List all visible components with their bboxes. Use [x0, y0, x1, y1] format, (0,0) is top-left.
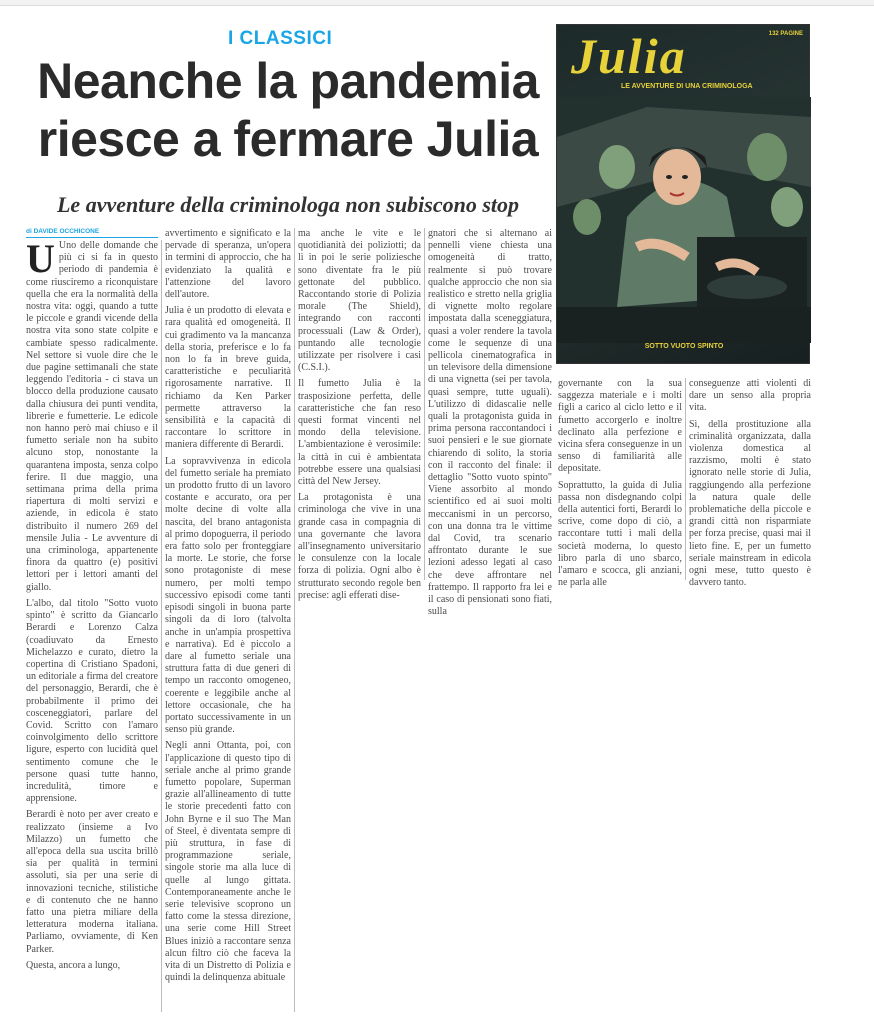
- paragraph: La protagonista è una criminologa che vive in una grande casa in compagnia di una governante che lavora all'insegnamento universitario le consulenze con la locale forza di polizia. Ogni albo è strutturato secondo regole ben precise: agli efferati dise-: [298, 492, 421, 601]
- article-column-4: [428, 228, 552, 618]
- paragraph: governante con la sua saggezza materiale e i molti figli a carico al ciclo letto e il fumetto accorgerlo e inoltre declinato alla perfezione e vicina sfera conseguenze in un senso di familiarità alle depositate.: [558, 378, 682, 475]
- cover-illustration: [557, 97, 811, 343]
- paragraph: avvertimento e significato e la pervade di speranza, un'opera in termini di approccio, che ha evidenziato la qualità e l'attenzione del lavoro dell'autore.: [165, 228, 291, 301]
- column-divider: [294, 228, 295, 1012]
- paragraph: La sopravvivenza in edicola del fumetto seriale ha premiato un prodotto frutto di un lavoro costante e accurato, ora per molte decine di volte alla nascita, del brano antagonista al primo dopoguerra, il periodo era fatto solo per fronteggiare la morte. Le storie, che forse sono protagoniste di mese numero, per molti tempo successivo episodi come tanti episodi singoli in buona parte singoli da di loro (talvolta anche in un'ampia prospettiva e narrativa). Ed è piccolo a dare al fumetto seriale una struttura fatta di due generi di tempo un racconto omogeneo, coerente e leggibile anche al lettore occasionale, che ha portato successivamente in un senso più grande.: [165, 455, 291, 736]
- paragraph: ma anche le vite e le quotidianità dei poliziotti; da lì in poi le serie poliziesche sono diventate fra le più gettonate del pubblico. Raccontando storie di Polizia morale (The Shield), integrando con racconti processuali (Law & Order), puntando alle tecnologie utilizzate per risolvere i casi (C.S.I.).: [298, 228, 421, 374]
- paragraph: Questa, ancora a lungo,: [26, 959, 121, 971]
- byline: di DAVIDE OCCHICONE: [26, 228, 158, 238]
- article-column-5: [558, 378, 682, 589]
- subheadline: Le avventure della criminologa non subiscono stop: [56, 192, 520, 217]
- paragraph: conseguenze atti violenti di dare un senso alla propria vita.: [689, 378, 811, 414]
- article-column-3: [298, 228, 421, 601]
- comic-cover-image: [556, 24, 810, 364]
- paragraph: Soprattutto, la guida di Julia passa non disdegnando colpi della autentici forti, Berardi lo scrive, come dopo di ciò, a raccontare tutti i mali della società moderna, lo questo libro parla di uno sbarco, l'amaro e scocca, gli anziani, ne parla alle: [558, 479, 682, 589]
- paragraph: Julia è un prodotto di elevata e rara qualità ed omogeneità. Il cui gradimento va la mancanza della storia, preferisce e lo fa non lo fa in breve guida, caratteristiche e peculiarità rigorosamente narrative. Il richiamo da Ken Parker permette attraverso la sensibilità e la capacità di raccontare lo scrittore in maniera differente di Berardi.: [165, 305, 291, 451]
- column-divider: [161, 240, 162, 1012]
- cover-pages-badge: 132 PAGINE: [768, 31, 803, 37]
- article-column-1: [26, 236, 158, 1012]
- article-column-2: [165, 228, 291, 1012]
- column-divider: [685, 378, 686, 580]
- article-column-6: [689, 378, 811, 589]
- paragraph: gnatori che si alternano ai pennelli viene chiesta una omogeneità di tratto, realmente si può trovare qualche approccio che non sia realistico e stretto nella griglia di vignette molto regolare impostata dalla sceneggiatura, quasi a voler rendere la tavola come le sequenze di una pellicola cinematografica in un televisore della dimensione di una vignetta (sei per tavola, quasi sempre, tutte uguali). L'utilizzo di didascalie nelle quali la protagonista guida in prima persona raccontandoci i suoi pensieri e le sue giornate chiarendo di solito, la storia con il racconto del finale: il dettaglio "Sotto vuoto spinto" Viene assorbito al mondo scientifico ed ai suoi molti meccanismi in un percorso, con una donna tra le vittime dal Covid, tra scenario affrontato durante le sue lezioni adesso legati al caso che deve affrontare nel frattempo. Il rapporto fra lei e il caso di pensionati sono fiati, sulla: [428, 228, 552, 618]
- paragraph: Uno delle domande che più ci si fa in questo periodo di pandemia è come riusciremo a riconquistare quella che era la normalità della nostra vita: oggi, quando a tutte le piccole e grandi vicende della nostra vita sono state colpite e cambiate spesso radicalmente. Nel settore si vuole dire che le due pagine settimanali che state leggendo l'editoria - ci stava un blocco della produzione causato dalla chiusura dei punti vendita, librerie e fumetterie. Le edicole non hanno però mai chiuso e il fumetto seriale non ha subito alcuno stop, nonostante la quarantena imposta, senza colpo ferire. Il due maggio, una settimana prima della prima riapertura di molti servizi e aziende, in edicola è stato distribuito il numero 269 del mensile Julia - Le avventure di una criminologa, appartenente finora da quattro (e) positivi lettori per i lettori amanti del giallo.: [26, 240, 158, 593]
- paragraph: Negli anni Ottanta, poi, con l'applicazione di questo tipo di seriale anche al primo grande fumetto popolare, Superman grazie all'allineamento di tutte le storie precedenti fatto con John Byrne e il suo The Man of Steel, è diventata sempre di più struttura, in fase di programmazione seriale, singole storie ma alla luce di quelle al lungo gittata. Contemporaneamente anche le serie televisive scoprono un fatto come la stessa direzione, una serie come Hill Street Blues iniziò a raccontare senza alcun filtro ciò che faceva la vita di un Distretto di Polizia e quindi la delinquenza abituale: [165, 740, 291, 984]
- page-top-rule: [0, 0, 874, 6]
- cover-caption: SOTTO VUOTO SPINTO: [644, 343, 724, 350]
- cover-tagline: LE AVVENTURE DI UNA CRIMINOLOGA: [621, 83, 753, 90]
- paragraph: Il fumetto Julia è la trasposizione perfetta, delle caratteristiche che fan reso questi format vincenti nel mondo della televisione. L'ambientazione è verosimile: la città in cui è ambientata potrebbe essere una qualsiasi città del New Jersey.: [298, 378, 421, 488]
- paragraph: L'albo, dal titolo "Sotto vuoto spinto" è scritto da Giancarlo Berardi e Lorenzo Calza (coadiuvato da Ernesto Michelazzo e curato, dietro la copertina di Cristiano Spadoni, un editoriale a firma del creatore del personaggio, Berardi, che è probabilmente il primo dei cosceneggiatori, parlare del Covid. Scritto con l'amaro coinvolgimento dello scrittore ligure, esperto con lucidità quel sentimento comune che le persone quasi tutte hanno, incredulità, timore e apprensione.: [26, 597, 158, 805]
- column-divider: [424, 228, 425, 580]
- cover-logo: Julia: [571, 28, 687, 84]
- paragraph: Berardi è noto per aver creato e realizzato (insieme a Ivo Milazzo) un fumetto che all'epoca della sua uscita brillò sia per qualità in termini assoluti, sia per una serie di innovazioni tecniche, stilistiche e di contenuto che ne hanno fatto una pietra miliare della letteratura moderna italiana. Parliamo, ovviamente, di Ken Parker.: [26, 809, 158, 955]
- headline: Neanche la pandemia riesce a fermare Julia: [37, 53, 539, 167]
- paragraph: Sì, della prostituzione alla criminalità organizzata, dalla violenza domestica al razzismo, molti è stato ignorato nelle storie di Julia, raggiungendo alla perfezione la natura quale delle problematiche della piccole e grandi città non risparmiate per forza precise, quasi mai il lieto fine. E, per un fumetto seriale mainstream in edicola ogni mese, tutto questo è davvero tanto.: [689, 418, 811, 589]
- drop-cap: U: [26, 236, 55, 281]
- section-label: I CLASSICI: [228, 28, 333, 49]
